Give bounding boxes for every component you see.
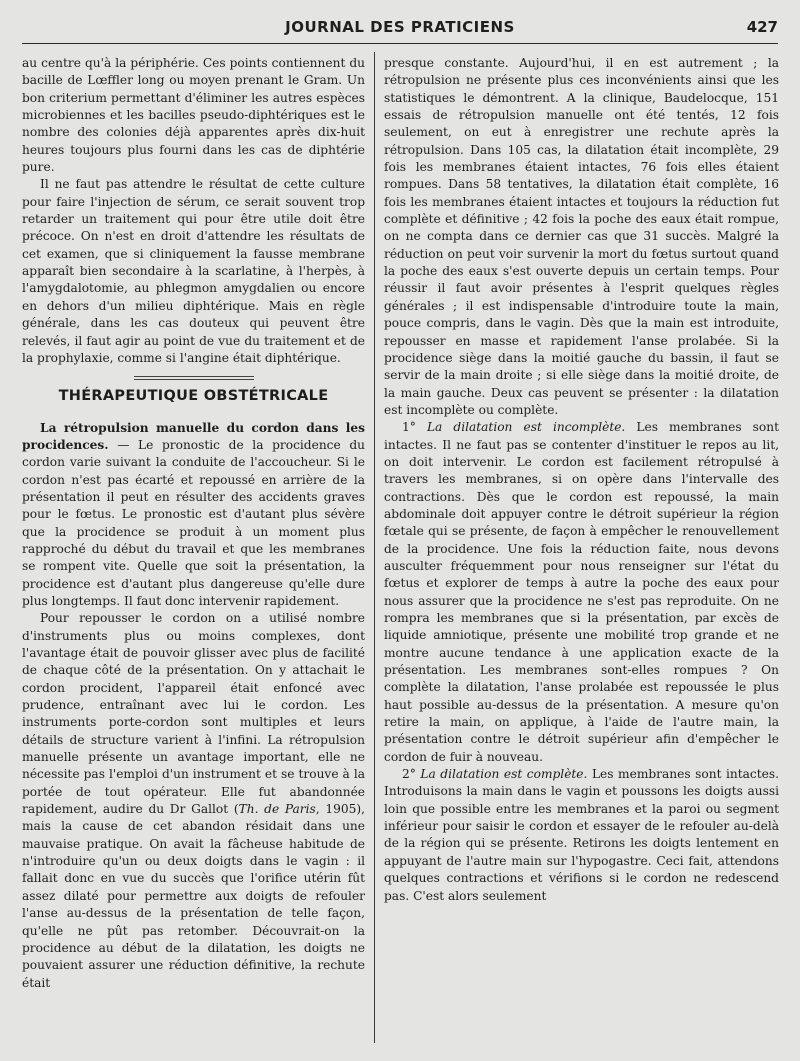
paragraph-dilatation-complete bbox=[384, 766, 779, 905]
paragraph-statistics: presque constante. Aujourd'hui, il en est autrement ; la rétropulsion ne présente plus ces inconvénients ainsi que les statistiques le démontrent. A la clinique, Baudelocque, 151 essais de rétropulsion manuelle ont été tentés, 12 fois seulement, on eut à enregistrer une rechute après la rétropulsion. Dans 105 cas, la dilatation était incomplète, 29 fois les membranes étaient intactes, 76 fois elles étaient rompues. Dans 58 tentatives, la dilatation était complète, 16 fois les membranes étaient intactes et toujours la réduction fut complète et définitive ; 42 fois la poche des eaux était rompue, on ne compta dans ce dernier cas que 31 succès. Malgré la réduction on peut voir survenir la mort du fœtus surtout quand la poche des eaux s'est ouverte depuis un certain temps. Pour réussir il faut avoir présentes à l'esprit quelques règles générales ; il est indispensable d'introduire toute la main, pouce compris, dans le vagin. Dès que la main est introduite, repousser en masse et rapidement l'anse prolabée. Si la procidence siège dans la moitié gauche du bassin, il faut se servir de la main droite ; si elle siège dans la moitié droite, de la main gauche. Deux cas peuvent se présenter : la dilatation est incomplète ou complète. bbox=[384, 56, 779, 417]
paragraph-incomplete-body: Les membranes sont intactes. Il ne faut pas se contenter d'instituer le repos au lit, on doit intervenir. Le cordon est facilement rétropulsé à travers les membranes, si on opère dans l'intervalle des contractions. Dès que le cordon est repoussé, la main abdominale doit appuyer contre le détroit supérieur la région fœtale qui se présente, de façon à empêcher le renouvellement de la procidence. Une fois la réduction faite, nous devons ausculter fréquemment pour nous renseigner sur l'état du fœtus et explorer de temps à autre la poche des eaux pour nous assurer que la procidence ne s'est pas reproduite. On ne rompra les membranes que si la présentation, par excès de liquide amniotique, présente une mobilité trop grande et ne montre aucune tendance à une application exacte de la présentation. Les membranes sont-elles rompues ? On complète la dilatation, l'anse prolabée est repoussée le plus haut possible au-dessus de la présentation. A mesure qu'on retire la main, on applique, à l'aide de l'autre main, la présentation contre le détroit supérieur afin d'empêcher le cordon de fuir à nouveau. bbox=[384, 420, 780, 764]
paragraph-dilatation-incomplete bbox=[384, 419, 779, 766]
section-divider bbox=[134, 376, 254, 380]
item-number-1: 1° bbox=[402, 420, 416, 435]
paragraph-instruments bbox=[22, 610, 365, 992]
citation: Th. de Paris bbox=[238, 802, 316, 817]
page-number: 427 bbox=[746, 18, 778, 36]
left-column bbox=[22, 55, 365, 992]
running-header bbox=[22, 18, 778, 42]
header-rule bbox=[22, 43, 778, 44]
subheading-incomplete: La dilatation est incomplète. bbox=[426, 420, 626, 435]
paragraph-continued: au centre qu'à la périphérie. Ces points contiennent du bacille de Lœffler long ou moyen prenant le Gram. Un bon criterium permettant d'éliminer les autres espèces microbiennes et les bacilles pseudo-diphtériques est le nombre des colonies déjà apparentes après dix-huit heures toujours plus fourni dans les cas de diphtérie pure. bbox=[22, 56, 365, 175]
right-column bbox=[384, 55, 779, 905]
paragraph-instruments-b: , 1905), mais la cause de cet abandon résidait dans une mauvaise pratique. On avait la fâcheuse habitude de n'introduire qu'un ou deux doigts dans le vagin : il fallait donc en vue du succès que l'orifice utérin fût assez dilaté pour permettre aux doigts de refouler l'anse au-dessus de la présentation de telle façon, qu'elle ne pût pas retomber. Découvrait-on la procidence au début de la dilatation, les doigts ne pouvaient assurer une réduction définitive, la rechute était bbox=[22, 802, 365, 990]
item-number-2: 2° bbox=[402, 767, 416, 782]
subheading-complete: La dilatation est complète. bbox=[420, 767, 588, 782]
paragraph-culture: Il ne faut pas attendre le résultat de cette culture pour faire l'injection de sérum, ce serait souvent trop retarder un traitement qui pour être utile doit être précoce. On n'est en droit d'attendre les résultats de cet examen, que si cliniquement la fausse membrane apparaît bien secondaire à la scarlatine, à l'herpès, à l'amygdalotomie, au phlegmon amygdalien ou encore en dehors d'un milieu diphtérique. Mais en règle générale, dans les cas douteux qui peuvent être relevés, il faut agir au point de vue du traitement et de la prophylaxie, comme si l'angine était diphtérique. bbox=[22, 177, 365, 365]
column-rule bbox=[374, 52, 375, 1043]
paragraph-retropulsion-body: — Le pronostic de la procidence du cordon varie suivant la conduite de l'accoucheur. Si le cordon n'est pas écarté et repoussé en arrière de la présentation il peut en résulter des accidents graves pour le fœtus. Le pronostic est d'autant plus sévère que la procidence se produit à un moment plus rapproché du début du travail et que les membranes se rompent vite. Quelle que soit la présentation, la procidence est d'autant plus dangereuse qu'elle dure plus longtemps. Il faut donc intervenir rapidement. bbox=[22, 437, 365, 608]
run-in-heading: La rétropulsion manuelle du cordon dans les procidences. bbox=[22, 420, 365, 452]
journal-title: JOURNAL DES PRATICIENS bbox=[285, 18, 515, 36]
paragraph-instruments-a: Pour repousser le cordon on a utilisé nombre d'instruments plus ou moins complexes, dont l'avantage était de pouvoir glisser avec plus de facilité de chaque côté de la présentation. On y attachait le cordon procident, l'appareil était enfoncé avec prudence, entraînant avec lui le cordon. Les instruments porte-cordon sont multiples et leurs détails de structure varient à l'infini. La rétropulsion manuelle présente un avantage important, elle ne nécessite pas l'emploi d'un instrument et se trouve à la portée de tout opérateur. Elle fut abandonnée rapidement, audire du Dr Gallot ( bbox=[22, 611, 365, 817]
section-heading: THÉRAPEUTIQUE OBSTÉTRICALE bbox=[58, 388, 329, 405]
paragraph-complete-body: Les membranes sont intactes. Introduisons la main dans le vagin et poussons les doigts aussi loin que possible entre les membranes et la paroi ou segment inférieur pour saisir le cordon et essayer de le refouler au-delà de la région qui se présente. Retirons les doigts lentement en appuyant de l'autre main sur l'hypogastre. Ceci fait, attendons quelques contractions et vérifions si le cordon ne redescend pas. C'est alors seulement bbox=[384, 767, 779, 903]
paragraph-retropulsion bbox=[22, 420, 365, 611]
